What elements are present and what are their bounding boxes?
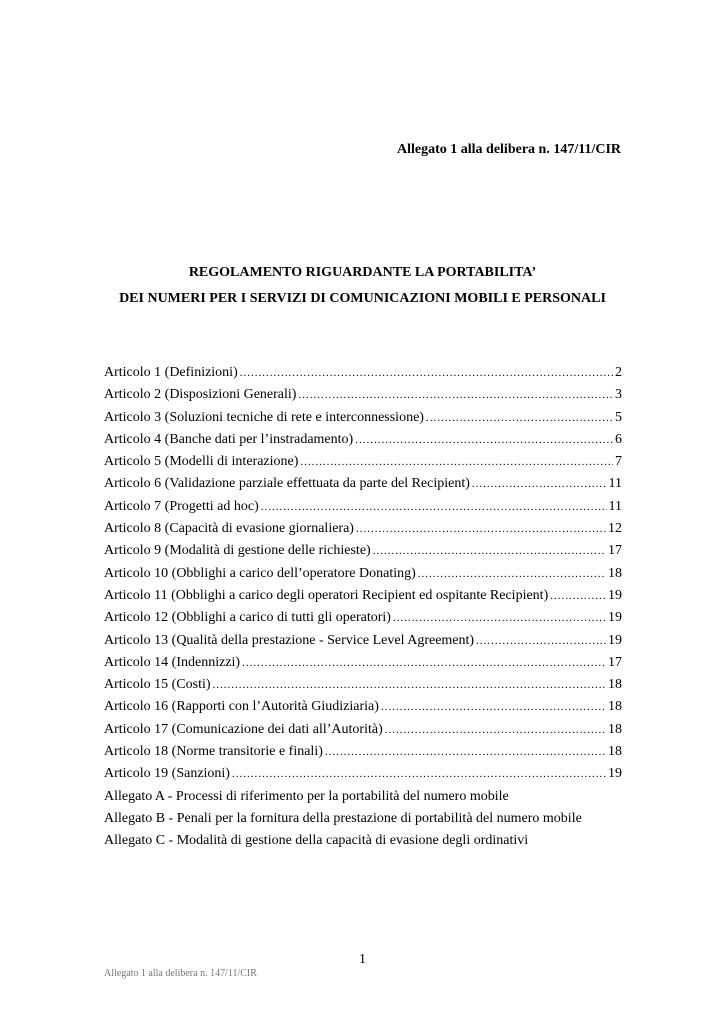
toc-leader-dots	[381, 696, 606, 718]
toc-entry-page: 19	[608, 587, 622, 603]
toc-entry-label: Articolo 10 (Obblighi a carico dell’operatore Donating)	[104, 565, 416, 581]
title-line-2: DEI NUMERI PER I SERVIZI DI COMUNICAZIONI MOBILI E PERSONALI	[119, 291, 606, 306]
toc-leader-dots	[418, 563, 606, 585]
toc-entry[interactable]	[104, 585, 622, 607]
toc-entry-label: Articolo 12 (Obblighi a carico di tutti gli operatori)	[104, 610, 391, 626]
toc-entry[interactable]	[104, 719, 622, 741]
document-title	[0, 260, 725, 312]
toc-leader-dots	[476, 630, 606, 652]
toc-entry-page: 11	[608, 476, 622, 492]
annex-entry[interactable]: Allegato B - Penali per la fornitura della prestazione di portabilità del numero mobile	[104, 810, 582, 826]
toc-entry-page: 18	[608, 744, 622, 760]
toc-entry-label: Articolo 1 (Definizioni)	[104, 365, 238, 380]
toc-entry-label: Articolo 16 (Rapporti con l’Autorità Giudiziaria)	[104, 699, 379, 715]
toc-entry-page: 12	[608, 521, 622, 537]
toc-leader-dots	[373, 540, 606, 562]
toc-leader-dots	[300, 451, 613, 473]
toc-entry-page: 18	[608, 677, 622, 693]
toc-entry-label: Articolo 2 (Disposizioni Generali)	[104, 387, 297, 403]
toc-entry-label: Articolo 7 (Progetti ad hoc)	[104, 498, 259, 514]
toc-leader-dots	[472, 473, 607, 495]
toc-leader-dots	[325, 741, 606, 763]
toc-entry-label: Articolo 3 (Soluzioni tecniche di rete e interconnessione)	[104, 409, 424, 425]
toc-leader-dots	[240, 362, 613, 384]
allegato-header: Allegato 1 alla delibera n. 147/11/CIR	[397, 142, 621, 157]
toc-entry-page: 3	[615, 387, 622, 403]
toc-leader-dots	[232, 763, 606, 785]
toc-entry-page: 18	[608, 699, 622, 715]
toc-entry[interactable]	[104, 652, 622, 674]
toc-entry-label: Articolo 18 (Norme transitorie e finali)	[104, 744, 323, 760]
toc-entry[interactable]	[104, 496, 622, 518]
toc-entry-label: Articolo 4 (Banche dati per l’instradamento)	[104, 431, 354, 447]
title-line-1: REGOLAMENTO RIGUARDANTE LA PORTABILITA’	[188, 265, 537, 280]
toc-entry-page: 5	[615, 409, 622, 425]
toc-entry-label: Articolo 6 (Validazione parziale effettuata da parte del Recipient)	[104, 476, 470, 492]
toc-leader-dots	[242, 652, 606, 674]
page-number: 1	[359, 952, 366, 967]
toc-leader-dots	[426, 407, 613, 429]
toc-leader-dots	[385, 719, 606, 741]
toc-entry-page: 11	[608, 498, 622, 514]
toc-entry-page: 19	[608, 632, 622, 648]
toc-entry-label: Articolo 8 (Capacità di evasione giornaliera)	[104, 521, 354, 537]
toc-entry[interactable]	[104, 473, 622, 495]
toc-entry[interactable]	[104, 607, 622, 629]
toc-entry[interactable]	[104, 674, 622, 696]
table-of-contents	[104, 362, 622, 853]
toc-entry-page: 7	[615, 454, 622, 470]
toc-entry-page: 19	[608, 766, 622, 782]
toc-entry[interactable]	[104, 763, 622, 785]
toc-leader-dots	[261, 496, 607, 518]
toc-leader-dots	[298, 384, 613, 406]
toc-entry-label: Articolo 9 (Modalità di gestione delle richieste)	[104, 543, 371, 559]
toc-entry-page: 17	[608, 543, 622, 559]
toc-leader-dots	[355, 429, 613, 451]
toc-leader-dots	[356, 518, 606, 540]
toc-entry[interactable]	[104, 407, 622, 429]
toc-entry-label: Articolo 15 (Costi)	[104, 677, 211, 693]
toc-entry[interactable]	[104, 540, 622, 562]
toc-entry-label: Articolo 11 (Obblighi a carico degli operatori Recipient ed ospitante Recipient)	[104, 587, 549, 603]
toc-leader-dots	[550, 585, 606, 607]
toc-leader-dots	[213, 674, 606, 696]
toc-entry[interactable]	[104, 384, 622, 406]
toc-entry[interactable]	[104, 563, 622, 585]
toc-entry-page: 2	[615, 365, 622, 380]
toc-entry-label: Articolo 19 (Sanzioni)	[104, 766, 230, 782]
toc-leader-dots	[393, 607, 606, 629]
toc-entry-label: Articolo 14 (Indennizzi)	[104, 654, 241, 670]
toc-entry-label: Articolo 5 (Modelli di interazione)	[104, 454, 299, 470]
toc-entry-label: Articolo 17 (Comunicazione dei dati all’Autorità)	[104, 721, 383, 737]
annex-entry[interactable]: Allegato A - Processi di riferimento per la portabilità del numero mobile	[104, 788, 509, 804]
toc-entry-page: 19	[608, 610, 622, 626]
toc-entry-page: 18	[608, 565, 622, 581]
toc-entry-page: 18	[608, 721, 622, 737]
toc-entry[interactable]	[104, 429, 622, 451]
toc-entry[interactable]	[104, 696, 622, 718]
toc-entry-label: Articolo 13 (Qualità della prestazione - Service Level Agreement)	[104, 632, 475, 648]
toc-entry[interactable]	[104, 630, 622, 652]
toc-entry-page: 6	[615, 431, 622, 447]
toc-entry-page: 17	[608, 654, 622, 670]
toc-entry[interactable]	[104, 451, 622, 473]
toc-entry[interactable]	[104, 741, 622, 763]
toc-entry[interactable]	[104, 362, 622, 384]
toc-entry[interactable]	[104, 518, 622, 540]
annex-entry[interactable]: Allegato C - Modalità di gestione della capacità di evasione degli ordinativi	[104, 833, 529, 849]
footer-text: Allegato 1 alla delibera n. 147/11/CIR	[104, 968, 257, 979]
